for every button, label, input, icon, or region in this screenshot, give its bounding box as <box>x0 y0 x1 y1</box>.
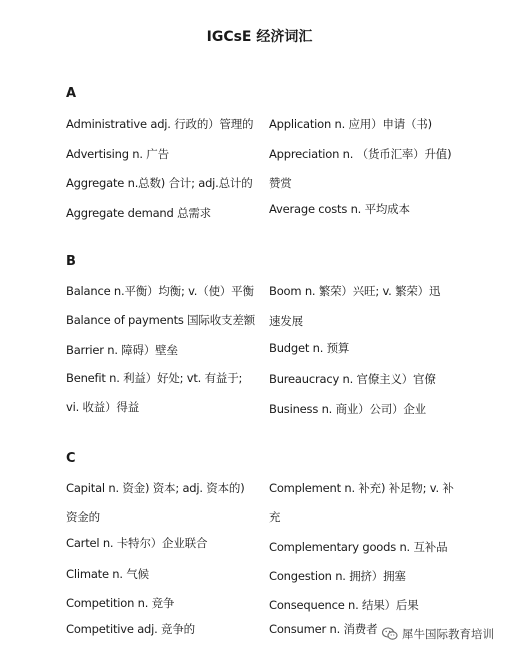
entry-appreciation-cont: 赞赏 <box>269 176 292 190</box>
entry-consumer: Consumer n. 消费者 <box>269 622 378 636</box>
entry-balance-of-payments: Balance of payments 国际收支差额 <box>66 313 255 327</box>
entry-aggregate: Aggregate n.总数) 合计; adj.总计的 <box>66 176 253 190</box>
wechat-logo-icon <box>382 627 398 641</box>
watermark <box>382 626 494 642</box>
entry-complement: Complement n. 补充) 补足物; v. 补 <box>269 481 454 495</box>
entry-benefit: Benefit n. 利益）好处; vt. 有益于; <box>66 371 243 385</box>
entry-capital-cont: 资金的 <box>66 510 100 524</box>
entry-cartel: Cartel n. 卡特尔）企业联合 <box>66 536 208 550</box>
page-title: IGCsE 经济词汇 <box>206 29 313 45</box>
watermark-text: 犀牛国际教育培训 <box>402 627 494 641</box>
section-letter-b: B <box>66 254 76 269</box>
entry-business: Business n. 商业）公司）企业 <box>269 402 426 416</box>
entry-complementary-goods: Complementary goods n. 互补品 <box>269 540 448 554</box>
entry-capital: Capital n. 资金) 资本; adj. 资本的) <box>66 481 245 495</box>
entry-boom: Boom n. 繁荣）兴旺; v. 繁荣）迅 <box>269 284 441 298</box>
entry-budget: Budget n. 预算 <box>269 341 350 355</box>
entry-boom-cont: 速发展 <box>269 314 303 328</box>
entry-competition: Competition n. 竞争 <box>66 596 175 610</box>
entry-balance: Balance n.平衡）均衡; v.（使）平衡 <box>66 284 254 298</box>
entry-bureaucracy: Bureaucracy n. 官僚主义）官僚 <box>269 372 436 386</box>
entry-appreciation: Appreciation n. （货币汇率）升值) <box>269 147 452 161</box>
entry-consequence: Consequence n. 结果）后果 <box>269 598 419 612</box>
entry-advertising: Advertising n. 广告 <box>66 147 169 161</box>
entry-climate: Climate n. 气候 <box>66 567 149 581</box>
entry-application: Application n. 应用）申请（书) <box>269 117 432 131</box>
entry-congestion: Congestion n. 拥挤）拥塞 <box>269 569 406 583</box>
entry-administrative: Administrative adj. 行政的）管理的 <box>66 117 254 131</box>
entry-average-costs: Average costs n. 平均成本 <box>269 202 410 216</box>
section-letter-a: A <box>66 86 77 101</box>
section-letter-c: C <box>66 451 76 466</box>
entry-aggregate-demand: Aggregate demand 总需求 <box>66 206 211 220</box>
entry-barrier: Barrier n. 障碍）壁垒 <box>66 343 178 357</box>
entry-competitive: Competitive adj. 竞争的 <box>66 622 195 636</box>
entry-complement-cont: 充 <box>269 510 281 524</box>
entry-benefit-cont: vi. 收益）得益 <box>66 400 140 414</box>
